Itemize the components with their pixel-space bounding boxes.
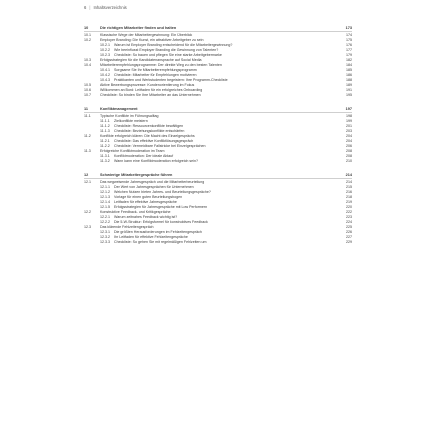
entry-title: Checkliste: Das effektive Konfliktlösungsgespräch <box>114 138 194 143</box>
entry-number: 11.1 <box>84 113 91 118</box>
entry-number: 10 <box>84 26 89 30</box>
entry-title: Checkliste: So bauen und pflegen Sie eine starke Arbeitgebermarke <box>114 52 222 57</box>
entry-title: Wie beeinflusst Employer Branding die Gewinnung von Talenten? <box>114 47 219 52</box>
entry-page-number: 208 <box>346 148 352 153</box>
entry-title: Mitarbeiterempfehlungsprogramme: Der direkte Weg zu den besten Talenten <box>100 62 222 67</box>
entry-page-number: 220 <box>346 204 352 209</box>
entry-title: Der Wert von Jahresgesprächen für Unternehmen <box>114 184 194 189</box>
toc-chapter-section <box>84 25 352 98</box>
toc-chapter-heading[interactable] <box>84 172 352 179</box>
table-of-contents <box>84 25 352 253</box>
entry-number: 10.7 <box>84 93 91 98</box>
entry-page-number: 191 <box>346 88 352 93</box>
entry-number: 10.2.3 <box>100 52 110 57</box>
entry-number: 11.2.2 <box>100 143 110 148</box>
entry-page-number: 206 <box>346 143 352 148</box>
entry-page-number: 185 <box>346 67 352 72</box>
entry-number: 11.1.2 <box>100 123 110 128</box>
entry-number: 12.3 <box>84 225 91 229</box>
entry-number: 11 <box>84 107 89 112</box>
running-title: Inhaltsverzeichnis <box>93 4 127 10</box>
entry-page-number: 182 <box>346 57 352 62</box>
entry-title: Aktive Bewerbungsprozesse: Kundenorientierung im Fokus <box>100 82 195 87</box>
entry-title: Die 5-W-Struktur: Erfolgsformel für konstruktives Feedback <box>114 219 208 224</box>
entry-number: 12.1.1 <box>100 184 110 189</box>
entry-title: Willkommen an Bord: Leitfaden für ein erfolgreiches Onboarding <box>100 88 203 93</box>
entry-title: Vorlage für einen guten Beurteilungsbogen <box>114 194 183 199</box>
toc-entry[interactable] <box>84 240 352 245</box>
entry-number: 12.2 <box>84 209 91 214</box>
entry-page-number: 173 <box>345 26 352 30</box>
entry-number: 12.2.1 <box>100 214 110 219</box>
entry-number: 10.1 <box>84 32 91 37</box>
entry-page-number: 198 <box>346 113 352 118</box>
entry-page-number: 215 <box>346 184 352 189</box>
entry-page-number: 227 <box>346 235 352 240</box>
entry-number: 12.1.2 <box>100 189 110 194</box>
entry-number: 11.3 <box>84 148 91 153</box>
entry-page-number: 199 <box>346 118 352 123</box>
entry-title: Warum ist Employer Branding entscheidend für die Mitarbeitergewinnung? <box>114 42 233 47</box>
entry-title: Schwierige Mitarbeitergespräche führen <box>100 173 173 178</box>
entry-number: 12 <box>84 173 89 178</box>
entry-title: Typische Konflikte im Führungsalltag <box>100 113 159 118</box>
entry-page-number: 189 <box>346 82 352 87</box>
entry-page-number: 214 <box>345 173 352 178</box>
entry-title: Die größten Herausforderungen im Fehlzeitengespräch <box>114 230 202 235</box>
entry-number: 12.1 <box>84 179 91 184</box>
entry-page-number: 188 <box>346 77 352 82</box>
entry-title: Sorgsame Sie Ihr Mitarbeiterempfehlungsprogramm <box>114 67 197 72</box>
entry-title: Die richtigen Mitarbeiter finden und halten <box>100 26 177 30</box>
entry-page-number: 223 <box>346 214 352 219</box>
entry-page-number: 186 <box>346 72 352 77</box>
entry-page-number: 204 <box>346 138 352 143</box>
entry-title: Praktikanten und Werkstudenten begeistern: Ihre Programm-Checkliste <box>114 77 228 82</box>
entry-title: Checkliste: So binden Sie Ihre Mitarbeiter an das Unternehmen <box>100 93 201 98</box>
entry-title: Erfolgsstrategien für Jahresgespräche mit Low Performern <box>114 204 208 209</box>
entry-page-number: 195 <box>346 93 352 98</box>
entry-number: 11.3.1 <box>100 153 110 158</box>
entry-title: Erfolgreiche Konfliktmoderation im Team <box>100 148 165 153</box>
entry-title: Klassische Wege der Mitarbeitergewinnung: Ein Überblick <box>100 32 193 37</box>
entry-page-number: 225 <box>346 225 352 229</box>
entry-page-number: 229 <box>346 240 352 245</box>
entry-number: 11.2 <box>84 133 91 138</box>
entry-number: 11.1.3 <box>100 128 110 133</box>
entry-number: 10.3 <box>84 57 91 62</box>
entry-number: 10.2.1 <box>100 42 110 47</box>
toc-chapter-heading[interactable] <box>84 106 352 113</box>
entry-title: Checkliste: So gehen Sie mit regelmäßigen Fehlzeiten um <box>114 240 207 245</box>
entry-title: Konstruktive Feedback- und Kritikgespräche <box>100 209 171 214</box>
entry-page-number: 204 <box>346 133 352 138</box>
entry-title: Das wegweisende Jahresgespräch und die Mitarbeiterbeurteilung <box>100 179 205 184</box>
entry-number: 10.4.1 <box>100 67 110 72</box>
entry-page-number: 214 <box>346 179 352 184</box>
entry-title: Konfliktmoderation: Der ideale Ablauf <box>114 153 174 158</box>
entry-number: 10.4.3 <box>100 77 110 82</box>
entry-title: Welchen Nutzen bieten Jahres- und Beurteilungsgespräche? <box>114 189 211 194</box>
page-number: 6 <box>84 4 87 10</box>
toc-chapter-heading[interactable] <box>84 25 352 32</box>
entry-title: Erfolgsstrategien für die Kandidatenansprache auf Social Media <box>100 57 202 62</box>
entry-title: Checkliste: Beziehungskonflikte entschärfen <box>114 128 185 133</box>
entry-number: 11.2.1 <box>100 138 110 143</box>
entry-number: 11.1.1 <box>100 118 110 123</box>
entry-page-number: 218 <box>346 194 352 199</box>
running-header <box>84 3 350 11</box>
entry-number: 10.6 <box>84 88 91 93</box>
entry-page-number: 197 <box>345 107 352 112</box>
entry-page-number: 175 <box>346 37 352 42</box>
entry-page-number: 208 <box>346 153 352 158</box>
toc-chapter-section <box>84 106 352 164</box>
entry-page-number: 222 <box>346 209 352 214</box>
entry-number: 11.3.2 <box>100 159 110 164</box>
entry-number: 10.2 <box>84 37 91 42</box>
entry-number: 12.1.4 <box>100 199 110 204</box>
entry-title: Ihr Leitfaden für effektive Fehlzeitengespräche <box>114 235 188 240</box>
entry-title: Wann kann eine Konfliktmoderation erfolgreich sein? <box>114 159 198 164</box>
entry-page-number: 203 <box>346 128 352 133</box>
entry-title: Checkliste: Mitarbeiter für Empfehlungen motivieren <box>114 72 197 77</box>
entry-page-number: 216 <box>346 189 352 194</box>
entry-number: 12.3.3 <box>100 240 110 245</box>
entry-title: Zielkonflikte meistern <box>114 118 148 123</box>
entry-page-number: 177 <box>346 47 352 52</box>
entry-title: Warum zeitnahes Feedback wichtig ist? <box>114 214 178 219</box>
entry-page-number: 179 <box>346 52 352 57</box>
entry-number: 12.3.2 <box>100 235 110 240</box>
entry-number: 10.2.2 <box>100 47 110 52</box>
entry-title: Konfliktmanagement <box>100 107 138 112</box>
entry-number: 12.1.5 <box>100 204 110 209</box>
toc-chapter-section <box>84 172 352 245</box>
toc-entry[interactable] <box>84 159 352 164</box>
entry-title: Konflikte erfolgreich klären: Die Macht des Einzelgesprächs <box>100 133 195 138</box>
entry-number: 10.5 <box>84 82 91 87</box>
header-separator: | <box>89 4 91 10</box>
entry-number: 10.4 <box>84 62 91 67</box>
entry-page-number: 210 <box>346 159 352 164</box>
entry-title: Checkliste: Ressourcenkonflikte bewältigen <box>114 123 184 128</box>
entry-title: Leitfaden für effektive Jahresgespräche <box>114 199 177 204</box>
entry-page-number: 224 <box>346 219 352 224</box>
entry-title: Das klärende Fehlzeitengespräch <box>100 225 154 229</box>
entry-number: 12.3.1 <box>100 230 110 235</box>
entry-number: 12.1.3 <box>100 194 110 199</box>
entry-page-number: 226 <box>346 230 352 235</box>
entry-title: Employer Branding: Die Kunst, ein attraktiver Arbeitgeber zu sein <box>100 37 204 42</box>
entry-page-number: 174 <box>346 32 352 37</box>
entry-number: 12.2.2 <box>100 219 110 224</box>
toc-entry[interactable] <box>84 93 352 98</box>
entry-title: Checkliste: Vermeidbare Fallstricke bei Einzelgesprächen <box>114 143 206 148</box>
entry-page-number: 201 <box>346 123 352 128</box>
entry-page-number: 219 <box>346 199 352 204</box>
entry-number: 10.4.2 <box>100 72 110 77</box>
entry-page-number: 176 <box>346 42 352 47</box>
entry-page-number: 184 <box>346 62 352 67</box>
